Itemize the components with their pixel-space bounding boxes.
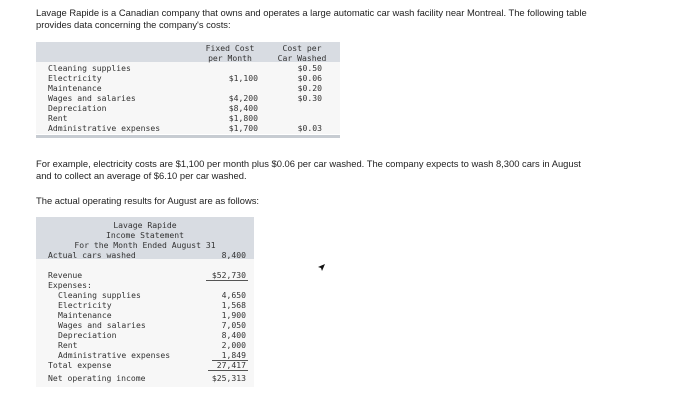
cost-table — [36, 42, 340, 138]
cost-row-label: Rent — [48, 113, 68, 123]
net-income-label: Net operating income — [48, 373, 146, 383]
fixed-cost-header-line2: per Month — [208, 53, 252, 63]
revenue-underline — [206, 280, 248, 281]
total-underline — [208, 370, 248, 371]
net-income-value: $25,313 — [211, 373, 246, 383]
expense-value: 7,050 — [221, 320, 246, 330]
expense-label: Rent — [58, 340, 78, 350]
cost-row-variable: $0.20 — [297, 83, 322, 93]
cost-row-label: Depreciation — [48, 103, 107, 113]
cars-washed-label: Actual cars washed — [48, 250, 136, 260]
cost-row-fixed: $1,700 — [228, 123, 258, 133]
expense-label: Cleaning supplies — [58, 290, 141, 300]
expense-label: Depreciation — [58, 330, 117, 340]
intro-line-2: provides data concerning the company's costs: — [36, 19, 231, 30]
cost-row-fixed: $1,100 — [228, 73, 258, 83]
variable-cost-header-line1: Cost per — [282, 43, 322, 53]
income-statement — [36, 217, 254, 387]
cost-row-label: Cleaning supplies — [48, 63, 131, 73]
variable-cost-header-line2: Car Washed — [277, 53, 327, 63]
cost-row-fixed: $4,200 — [228, 93, 258, 103]
expense-label: Maintenance — [58, 310, 112, 320]
mouse-cursor-icon — [318, 264, 326, 272]
expense-value: 1,568 — [221, 300, 246, 310]
expense-value: 8,400 — [221, 330, 246, 340]
expense-label: Wages and salaries — [58, 320, 146, 330]
total-expense-value: 27,417 — [216, 360, 246, 370]
total-expense-label: Total expense — [48, 360, 112, 370]
expense-label: Electricity — [58, 300, 112, 310]
statement-company: Lavage Rapide — [113, 220, 177, 230]
example-line-1: For example, electricity costs are $1,100 per month plus $0.06 per car washed. The company expects to wash 8,300 cars in August — [36, 158, 581, 169]
cost-row-fixed: $8,400 — [228, 103, 258, 113]
cost-row-label: Electricity — [48, 73, 102, 83]
intro-paragraph — [36, 7, 686, 31]
cost-row-variable: $0.06 — [297, 73, 322, 83]
expenses-label: Expenses: — [48, 280, 92, 290]
expense-value: 1,900 — [221, 310, 246, 320]
cost-row-variable: $0.50 — [297, 63, 322, 73]
example-paragraph — [36, 158, 686, 182]
intro-line-1: Lavage Rapide is a Canadian company that owns and operates a large automatic car wash facility near Montreal. The following table — [36, 7, 587, 18]
expense-label: Administrative expenses — [58, 350, 171, 360]
fixed-cost-header-line1: Fixed Cost — [205, 43, 255, 53]
statement-title: Income Statement — [106, 230, 184, 240]
revenue-label: Revenue — [48, 270, 83, 280]
revenue-value: $52,730 — [211, 270, 246, 280]
cost-row-variable: $0.03 — [297, 123, 322, 133]
cost-row-label: Administrative expenses — [48, 123, 161, 133]
cost-row-label: Maintenance — [48, 83, 102, 93]
cost-row-label: Wages and salaries — [48, 93, 136, 103]
example-line-2: and to collect an average of $6.10 per car washed. — [36, 170, 247, 181]
cost-row-fixed: $1,800 — [228, 113, 258, 123]
statement-period: For the Month Ended August 31 — [74, 240, 216, 250]
cars-washed-value: 8,400 — [221, 250, 246, 260]
expense-value: 4,650 — [221, 290, 246, 300]
expense-value: 1,849 — [221, 350, 246, 360]
cost-table-bottom-rule — [36, 135, 340, 138]
expense-value: 2,000 — [221, 340, 246, 350]
cost-row-variable: $0.30 — [297, 93, 322, 103]
actual-results-intro: The actual operating results for August are as follows: — [36, 195, 260, 206]
